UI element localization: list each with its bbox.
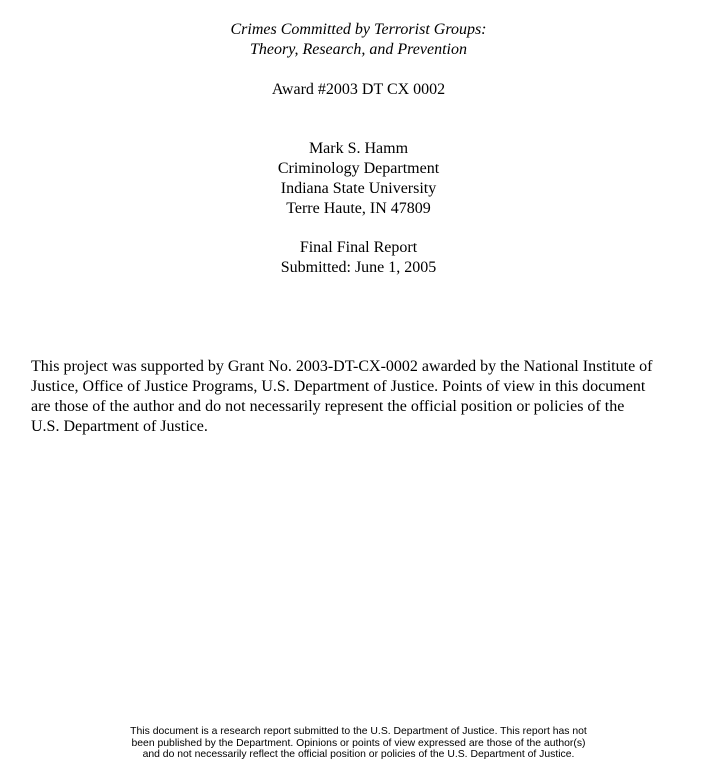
author-name: Mark S. Hamm — [308, 140, 409, 157]
author-university: Indiana State University — [280, 180, 437, 197]
footer-disclaimer-line-1: This document is a research report submitted to the U.S. Department of Justice. This report has not — [130, 726, 587, 737]
award-number — [0, 80, 717, 100]
author-info — [0, 139, 717, 219]
report-type: Final Final Report — [299, 239, 418, 256]
report-info — [0, 238, 717, 278]
author-location: Terre Haute, IN 47809 — [286, 200, 431, 217]
report-title-line-1: Crimes Committed by Terrorist Groups: — [230, 21, 487, 38]
report-title-line-2: Theory, Research, and Prevention — [250, 41, 467, 58]
report-title — [0, 20, 717, 60]
footer-disclaimer-line-3: and do not necessarily reflect the official position or policies of the U.S. Department of Justice. — [142, 749, 575, 760]
author-department: Criminology Department — [277, 160, 440, 177]
footer-disclaimer — [0, 726, 717, 761]
grant-statement — [31, 357, 691, 437]
footer-disclaimer-line-2: been published by the Department. Opinions or points of view expressed are those of the author(s) — [131, 737, 586, 749]
grant-statement-line-4: U.S. Department of Justice. — [31, 418, 208, 435]
grant-statement-line-2: Justice, Office of Justice Programs, U.S. Department of Justice. Points of view in this document — [31, 378, 646, 395]
award-number-text: Award #2003 DT CX 0002 — [271, 81, 446, 98]
grant-statement-line-3: are those of the author and do not necessarily represent the official position or policies of the — [31, 398, 625, 415]
grant-statement-line-1: This project was supported by Grant No. 2003-DT-CX-0002 awarded by the National Institute of — [31, 358, 653, 375]
report-submitted-date: Submitted: June 1, 2005 — [280, 259, 437, 276]
